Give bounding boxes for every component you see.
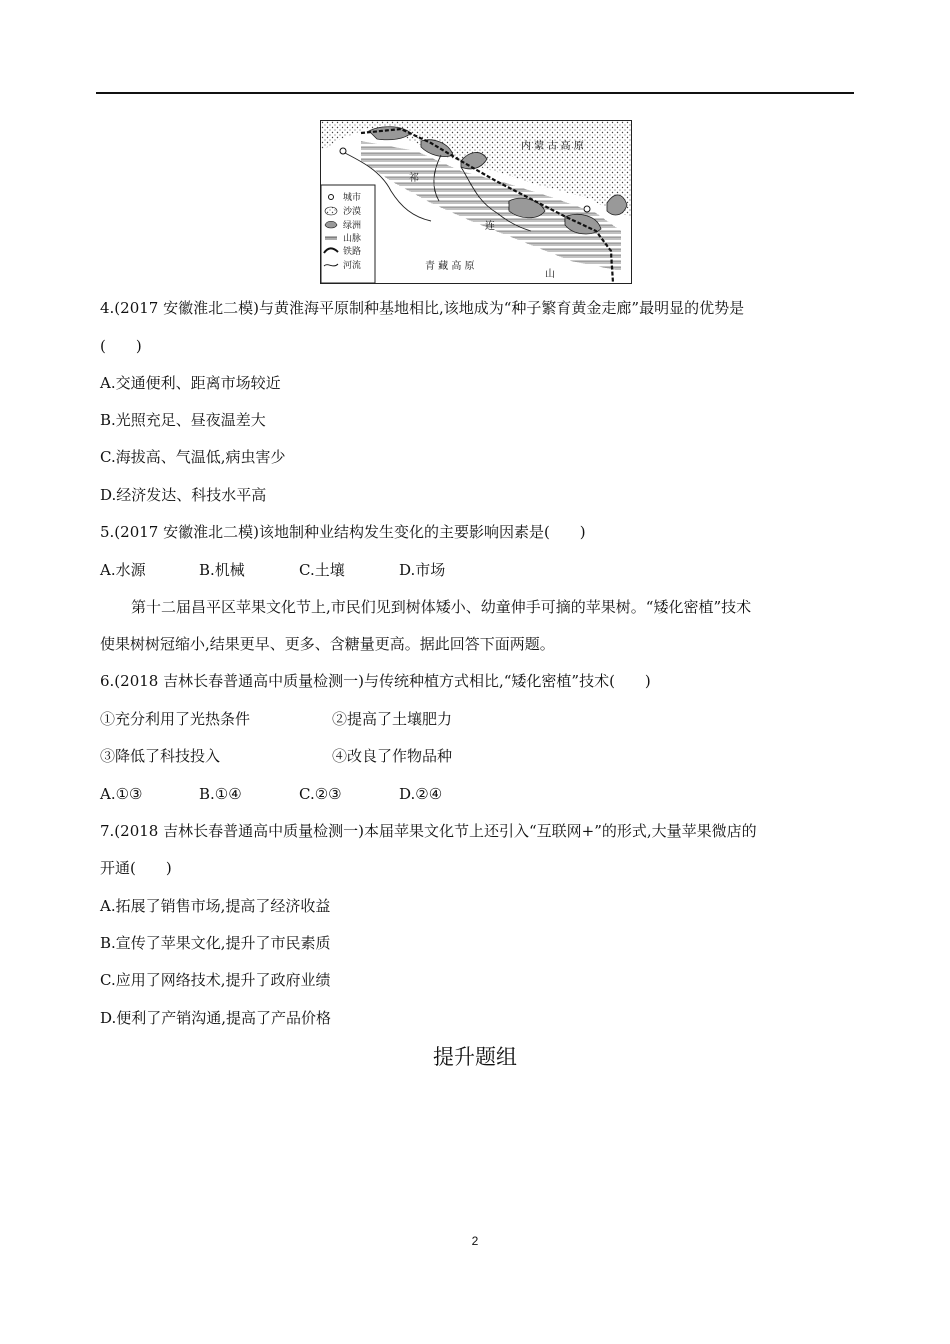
- q5-option-b: B.机械: [199, 561, 245, 579]
- header-rule: [96, 92, 854, 94]
- q7-option-b: B.宣传了苹果文化,提升了市民素质: [100, 934, 331, 952]
- q6-item-3: ③降低了科技投入: [100, 747, 221, 765]
- mountain-hatch-icon: [325, 234, 337, 241]
- q4-option-a: A.交通便利、距离市场较近: [100, 374, 281, 392]
- legend-desert: 沙漠: [343, 207, 362, 217]
- q7-option-a: A.拓展了销售市场,提高了经济收益: [100, 897, 331, 915]
- city-1: [340, 148, 346, 154]
- q5-option-c: C.土壤: [299, 561, 345, 579]
- label-lian: 连: [485, 221, 495, 232]
- label-inner-mongolia: 内 蒙 古 高 原: [521, 141, 584, 152]
- desert-dots-icon: [325, 207, 337, 215]
- legend-railway: 铁路: [343, 247, 362, 257]
- legend-river: 河流: [343, 261, 362, 271]
- q6-option-b: B.①④: [199, 785, 242, 803]
- hexi-corridor-map: [320, 120, 632, 284]
- passage-line2: 使果树树冠缩小,结果更早、更多、含糖量更高。据此回答下面两题。: [100, 635, 555, 653]
- q6-option-d: D.②④: [399, 785, 443, 803]
- legend-city: 城市: [343, 193, 362, 203]
- q5-stem: 5.(2017 安徽淮北二模)该地制种业结构发生变化的主要影响因素是( ): [100, 523, 586, 541]
- passage-line1: 第十二届昌平区苹果文化节上,市民们见到树体矮小、幼童伸手可摘的苹果树。“矮化密植”技术: [131, 598, 752, 616]
- city-dot-icon: [329, 195, 334, 200]
- q7-stem-line1: 7.(2018 吉林长春普通高中质量检测一)本届苹果文化节上还引入“互联网+”的形式,大量苹果微店的: [100, 822, 757, 840]
- q7-option-c: C.应用了网络技术,提升了政府业绩: [100, 971, 331, 989]
- q4-option-d: D.经济发达、科技水平高: [100, 486, 267, 504]
- q5-option-a: A.水源: [100, 561, 146, 579]
- q4-stem-line1: 4.(2017 安徽淮北二模)与黄淮海平原制种基地相比,该地成为“种子繁育黄金走廊”最明显的优势是: [100, 299, 745, 317]
- q5-option-d: D.市场: [399, 561, 446, 579]
- legend-mountain: 山脉: [343, 234, 362, 244]
- q6-option-a: A.①③: [100, 785, 143, 803]
- q7-stem-line2: 开通( ): [100, 859, 172, 877]
- map-drawing: [321, 121, 631, 283]
- q4-option-b: B.光照充足、昼夜温差大: [100, 411, 266, 429]
- q4-option-c: C.海拔高、气温低,病虫害少: [100, 448, 286, 466]
- legend-oasis: 绿洲: [343, 221, 362, 231]
- section-heading: 提升题组: [433, 1045, 517, 1069]
- q6-stem: 6.(2018 吉林长春普通高中质量检测一)与传统种植方式相比,“矮化密植”技术( ): [100, 672, 651, 690]
- label-shan: 山: [545, 269, 555, 280]
- q4-stem-line2: ( ): [100, 337, 142, 355]
- q6-item-1: ①充分利用了光热条件: [100, 710, 251, 728]
- oasis-blob-icon: [325, 221, 337, 228]
- q7-option-d: D.便利了产销沟通,提高了产品价格: [100, 1009, 332, 1027]
- q6-option-c: C.②③: [299, 785, 342, 803]
- page-number: 2: [471, 1234, 479, 1248]
- q6-item-2: ②提高了土壤肥力: [332, 710, 453, 728]
- label-qinghai-tibet: 青 藏 高 原: [425, 261, 475, 272]
- label-qi: 祁: [409, 173, 419, 184]
- q6-item-4: ④改良了作物品种: [332, 747, 453, 765]
- city-2: [584, 206, 590, 212]
